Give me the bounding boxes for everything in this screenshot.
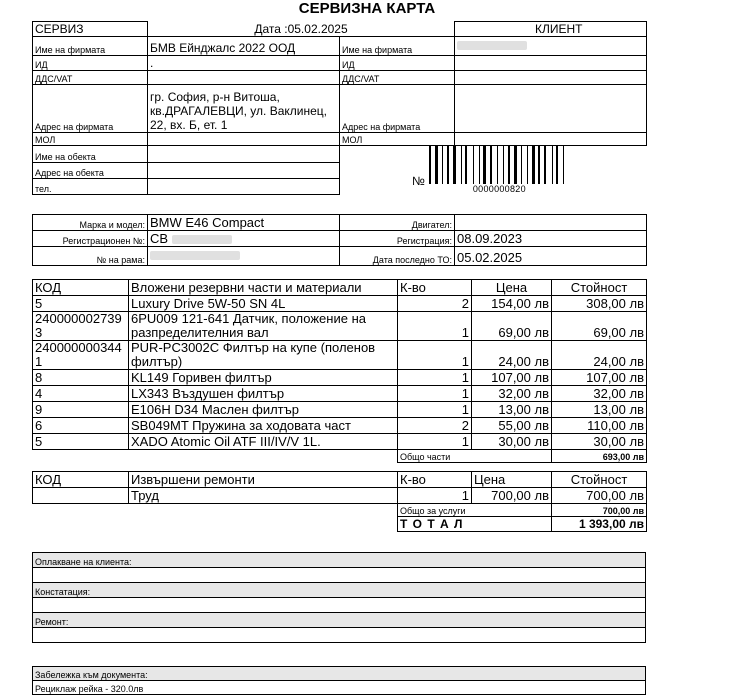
repair-qty: 1 — [398, 488, 472, 504]
repair-total: 700,00 лв — [552, 488, 647, 504]
service-vat-label: ДДС/VAT — [33, 71, 148, 85]
barcode-area — [340, 146, 647, 195]
barcode-bar — [521, 146, 522, 184]
parts-col-price: Цена — [472, 280, 552, 296]
parts-total-spacer — [33, 450, 398, 463]
part-total: 110,00 лв — [552, 418, 647, 434]
redacted-client-name — [457, 41, 527, 50]
part-total: 30,00 лв — [552, 434, 647, 450]
barcode-bar — [479, 146, 480, 184]
barcode-bar — [435, 146, 438, 184]
part-price: 154,00 лв — [472, 296, 552, 312]
repair-label: Ремонт: — [33, 613, 646, 628]
table-row — [33, 434, 647, 450]
part-total: 107,00 лв — [552, 370, 647, 386]
part-total: 13,00 лв — [552, 402, 647, 418]
repair-code — [33, 488, 129, 504]
barcode-bar — [473, 146, 474, 184]
complaint-value — [33, 568, 646, 583]
part-price: 107,00 лв — [472, 370, 552, 386]
part-total: 308,00 лв — [552, 296, 647, 312]
part-price: 24,00 лв — [472, 341, 552, 370]
parts-total-label: Общо части — [398, 450, 552, 463]
frame-label: № на рама: — [33, 247, 148, 266]
services-total: 700,00 лв — [552, 504, 647, 517]
barcode-bar — [506, 146, 507, 184]
doc-note-label: Забележка към документа: — [33, 667, 646, 681]
part-code: 8 — [33, 370, 129, 386]
barcode-bar — [538, 146, 540, 184]
barcode-bar — [444, 146, 446, 184]
service-company: БМВ Ейнджалс 2022 ООД — [148, 37, 340, 56]
barcode-bar — [481, 146, 482, 184]
client-header: КЛИЕНТ — [455, 22, 647, 37]
barcode-bar — [429, 146, 431, 184]
barcode-bar — [475, 146, 477, 184]
table-row — [33, 312, 647, 341]
barcode-bar — [497, 146, 498, 184]
barcode-bar — [529, 146, 530, 184]
barcode-bar — [544, 146, 546, 184]
part-code: 2400000003441 — [33, 341, 129, 370]
barcode-bar — [560, 146, 562, 184]
part-name: KL149 Горивен филтър — [129, 370, 398, 386]
part-price: 69,00 лв — [472, 312, 552, 341]
document-note-section — [32, 666, 646, 695]
part-qty: 1 — [398, 386, 472, 402]
last-to: 05.02.2025 — [455, 247, 647, 266]
part-total: 24,00 лв — [552, 341, 647, 370]
parts-col-qty: К-во — [398, 280, 472, 296]
barcode-bar — [552, 146, 553, 184]
client-mol-label: МОЛ — [340, 133, 455, 146]
barcode-bar — [442, 146, 443, 184]
part-code: 5 — [33, 434, 129, 450]
reg-no: CB — [150, 231, 169, 246]
grand-total: 1 393,00 лв — [552, 517, 647, 532]
repairs-total-spacer — [33, 504, 398, 532]
part-name: SB049MT Пружина за ходовата част — [129, 418, 398, 434]
barcode-bar — [556, 146, 558, 184]
barcode-bar — [465, 146, 467, 184]
barcode-bar — [547, 146, 550, 184]
barcode-bar — [490, 146, 492, 184]
client-id-label: ИД — [340, 56, 455, 71]
barcode-bar — [524, 146, 526, 184]
client-vat — [455, 71, 647, 85]
repairs-col-price: Цена — [472, 472, 552, 488]
make-label: Марка и модел: — [33, 215, 148, 231]
engine-label: Двигател: — [340, 215, 455, 231]
barcode — [429, 146, 570, 194]
barcode-bar — [457, 146, 459, 184]
part-name: PUR-PC3002C Филтър на купе (поленов филтър) — [129, 341, 398, 370]
barcode-bar — [532, 146, 535, 184]
service-mol — [148, 133, 340, 146]
company-info-table — [32, 21, 647, 195]
registration-label: Регистрация: — [340, 231, 455, 247]
part-price: 30,00 лв — [472, 434, 552, 450]
repair-name: Труд — [129, 488, 398, 504]
barcode-bar — [488, 146, 489, 184]
barcode-bar — [542, 146, 543, 184]
site-address-label: Адрес на обекта — [33, 162, 148, 178]
complaint-label: Оплакване на клиента: — [33, 553, 646, 568]
table-row — [33, 296, 647, 312]
service-mol-label: МОЛ — [33, 133, 148, 146]
barcode-number: 0000000820 — [465, 184, 534, 194]
barcode-bar — [463, 146, 464, 184]
table-row — [33, 386, 647, 402]
barcode-bar — [447, 146, 449, 184]
parts-col-total: Стойност — [552, 280, 647, 296]
service-id: . — [148, 56, 340, 71]
table-row — [33, 488, 647, 504]
phone-label: тел. — [33, 178, 148, 194]
barcode-bar — [511, 146, 512, 184]
part-price: 55,00 лв — [472, 418, 552, 434]
part-name: 6PU009 121-641 Датчик, положение на разпределителния вал — [129, 312, 398, 341]
part-qty: 2 — [398, 296, 472, 312]
table-row — [33, 402, 647, 418]
date-label: Дата :05.02.2025 — [148, 22, 455, 37]
doc-note: Рециклаж рейка - 320.0лв — [33, 681, 646, 695]
part-code: 2400000027393 — [33, 312, 129, 341]
client-mol — [455, 133, 647, 146]
barcode-bar — [493, 146, 495, 184]
reg-no-cell — [148, 231, 340, 247]
barcode-bar — [483, 146, 486, 184]
registration: 08.09.2023 — [455, 231, 647, 247]
barcode-bar — [451, 146, 452, 184]
client-address-label: Адрес на фирмата — [340, 85, 455, 133]
frame-no — [148, 247, 340, 266]
service-header: СЕРВИЗ — [33, 22, 148, 37]
table-row — [33, 370, 647, 386]
repair-value — [33, 628, 646, 643]
part-qty: 1 — [398, 341, 472, 370]
reg-no-label: Регистрационен №: — [33, 231, 148, 247]
site-name — [148, 146, 340, 163]
table-row — [33, 341, 647, 370]
number-label: № — [412, 174, 425, 188]
parts-total: 693,00 лв — [552, 450, 647, 463]
part-total: 32,00 лв — [552, 386, 647, 402]
last-to-label: Дата последно ТО: — [340, 247, 455, 266]
barcode-bar — [514, 146, 517, 184]
site-name-label: Име на обекта — [33, 146, 148, 163]
grand-total-label: Т О Т А Л — [398, 517, 552, 532]
barcode-bar — [565, 146, 568, 184]
part-name: E106H D34 Маслен филтър — [129, 402, 398, 418]
part-code: 6 — [33, 418, 129, 434]
barcode-bar — [536, 146, 537, 184]
repairs-col-code: КОД — [33, 472, 129, 488]
part-qty: 1 — [398, 402, 472, 418]
part-qty: 1 — [398, 370, 472, 386]
part-price: 13,00 лв — [472, 402, 552, 418]
repairs-col-name: Извършени ремонти — [129, 472, 398, 488]
barcode-bar — [527, 146, 528, 184]
part-qty: 2 — [398, 418, 472, 434]
make: BMW E46 Compact — [148, 215, 340, 231]
repairs-table — [32, 471, 647, 532]
part-price: 32,00 лв — [472, 386, 552, 402]
finding-label: Констатация: — [33, 583, 646, 598]
service-id-label: ИД — [33, 56, 148, 71]
parts-col-code: КОД — [33, 280, 129, 296]
barcode-bar — [518, 146, 520, 184]
table-row — [33, 418, 647, 434]
finding-value — [33, 598, 646, 613]
phone — [148, 178, 340, 194]
page-title: СЕРВИЗНА КАРТА — [298, 0, 436, 17]
barcode-bar — [563, 146, 564, 184]
barcode-bar — [469, 146, 472, 184]
parts-table — [32, 279, 647, 463]
engine — [455, 215, 647, 231]
repairs-col-qty: К-во — [398, 472, 472, 488]
client-vat-label: ДДС/VAT — [340, 71, 455, 85]
service-address: гр. София, р-н Витоша, кв.ДРАГАЛЕВЦИ, ул. Ваклинец, 22, вх. Б, ет. 1 — [148, 85, 340, 133]
vehicle-table — [32, 214, 647, 266]
barcode-bar — [503, 146, 504, 184]
part-name: XADO Atomic Oil ATF III/IV/V 1L. — [129, 434, 398, 450]
part-qty: 1 — [398, 312, 472, 341]
repairs-col-total: Стойност — [552, 472, 647, 488]
barcode-bar — [508, 146, 510, 184]
client-id — [455, 56, 647, 71]
barcode-bar — [439, 146, 440, 184]
client-company-label: Име на фирмата — [340, 37, 455, 56]
redacted-plate — [172, 235, 232, 244]
part-qty: 1 — [398, 434, 472, 450]
part-code: 9 — [33, 402, 129, 418]
part-total: 69,00 лв — [552, 312, 647, 341]
service-vat — [148, 71, 340, 85]
barcode-bar — [554, 146, 555, 184]
service-company-label: Име на фирмата — [33, 37, 148, 56]
part-name: LX343 Въздушен филтър — [129, 386, 398, 402]
site-address — [148, 162, 340, 178]
service-address-label: Адрес на фирмата — [33, 85, 148, 133]
part-code: 5 — [33, 296, 129, 312]
services-total-label: Общо за услуги — [398, 504, 552, 517]
client-company — [455, 37, 647, 56]
parts-col-name: Вложени резервни части и материали — [129, 280, 398, 296]
client-address — [455, 85, 647, 133]
barcode-bar — [433, 146, 434, 184]
barcode-bar — [453, 146, 456, 184]
part-name: Luxury Drive 5W-50 SN 4L — [129, 296, 398, 312]
redacted-vin — [150, 251, 240, 260]
barcode-bar — [461, 146, 462, 184]
repair-price: 700,00 лв — [472, 488, 552, 504]
complaint-section — [32, 552, 646, 643]
barcode-bar — [499, 146, 502, 184]
part-code: 4 — [33, 386, 129, 402]
